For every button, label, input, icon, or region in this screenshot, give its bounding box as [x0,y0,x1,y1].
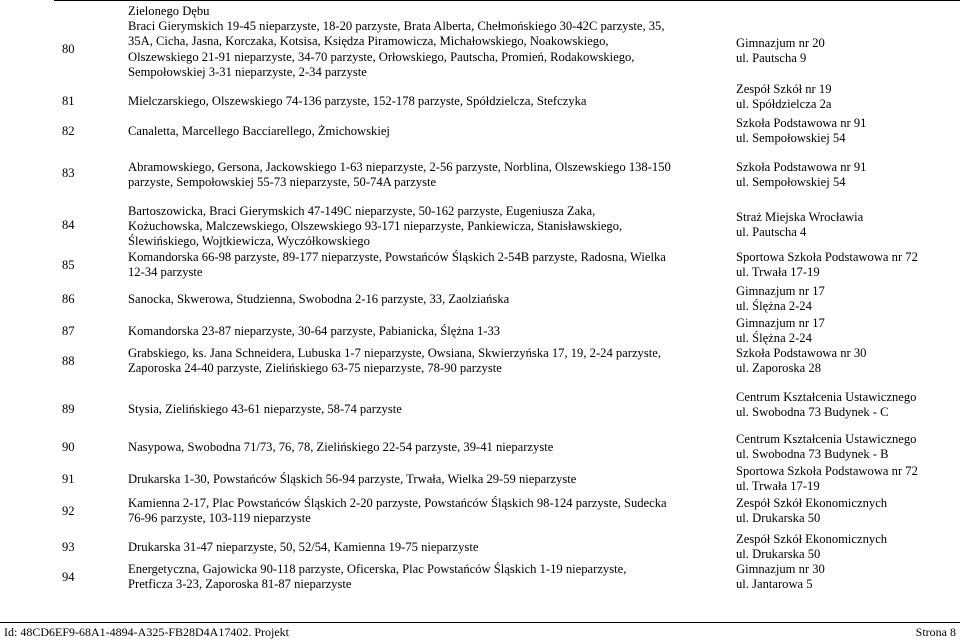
polling-place: Szkoła Podstawowa nr 30 ul. Zaporoska 28 [736,346,867,376]
district-number: 81 [62,94,75,108]
district-number: 86 [62,292,75,306]
street-list: Energetyczna, Gajowicka 90-118 parzyste, Oficerska, Plac Powstańców Śląskich 1-19 nieparzyste, Pretficza 3-23, Zaporoska 81-87 nieparzyste [128,562,627,592]
street-list: Komandorska 66-98 parzyste, 89-177 nieparzyste, Powstańców Śląskich 2-54B parzyste, Radosna, Wielka 12-34 parzyste [128,250,666,280]
polling-place: Zespół Szkół Ekonomicznych ul. Drukarska 50 [736,532,888,562]
polling-place: Straż Miejska Wrocławia ul. Pautscha 4 [736,210,864,240]
street-list: Bartoszowicka, Braci Gierymskich 47-149C nieparzyste, 50-162 parzyste, Eugeniusza Zaka, Kożuchowska, Malczewskiego, Olszewskiego 93-171 nieparzyste, Pankiewicza, Stanisławskiego, Ślewińskiego, Wojtkiewicza, Wyczółkowskiego [128,204,623,249]
street-list: Grabskiego, ks. Jana Schneidera, Lubuska 1-7 nieparzyste, Owsiana, Skwierzyńska 17, 19, 2-24 parzyste, Zaporoska 24-40 parzyste, Zielińskiego 63-75 nieparzyste, 78-90 parzyste [128,346,661,376]
district-number: 89 [62,402,75,416]
footer-rule [0,622,960,623]
district-number: 80 [62,42,75,56]
district-number: 88 [62,354,75,368]
district-number: 82 [62,124,75,138]
polling-place: Centrum Kształcenia Ustawicznego ul. Swobodna 73 Budynek - B [736,432,917,462]
district-number: 92 [62,504,75,518]
street-list: Drukarska 1-30, Powstańców Śląskich 56-94 parzyste, Trwała, Wielka 29-59 nieparzyste [128,472,577,486]
polling-place: Sportowa Szkoła Podstawowa nr 72 ul. Trwała 17-19 [736,464,918,494]
polling-place: Gimnazjum nr 17 ul. Ślężna 2-24 [736,284,825,314]
page-number: Strona 8 [915,625,956,639]
street-list: Drukarska 31-47 nieparzyste, 50, 52/54, Kamienna 19-75 nieparzyste [128,540,479,554]
district-number: 87 [62,324,75,338]
district-number: 83 [62,166,75,180]
street-list: Kamienna 2-17, Plac Powstańców Śląskich 2-20 parzyste, Powstańców Śląskich 98-124 parzyste, Sudecka 76-96 parzyste, 103-119 nieparzyste [128,496,667,526]
polling-place: Gimnazjum nr 17 ul. Ślężna 2-24 [736,316,825,346]
street-list: Mielczarskiego, Olszewskiego 74-136 parzyste, 152-178 parzyste, Spółdzielcza, Stefczyka [128,94,587,108]
top-rule [54,0,960,1]
polling-place: Gimnazjum nr 30 ul. Jantarowa 5 [736,562,825,592]
district-number: 93 [62,540,75,554]
district-number: 90 [62,440,75,454]
street-list: Abramowskiego, Gersona, Jackowskiego 1-63 nieparzyste, 2-56 parzyste, Norblina, Olszewskiego 138-150 parzyste, Sempołowskiej 55-73 nieparzyste, 50-74A parzyste [128,160,671,190]
polling-place: Szkoła Podstawowa nr 91 ul. Sempołowskiej 54 [736,160,867,190]
page-footer [0,620,960,640]
street-list: Zielonego Dębu Braci Gierymskich 19-45 nieparzyste, 18-20 parzyste, Brata Alberta, Chełmońskiego 30-42C parzyste, 35, 35A, Cicha, Jasna, Korczaka, Kotsisa, Księdza Piramowicza, Michałowskiego, Noakowskiego, Olszewskiego 21-91 nieparzyste, 34-70 parzyste, Orłowskiego, Pautscha, Promień, Rodakowskiego, Sempołowskiej 3-31 nieparzyste, 2-34 parzyste [128,4,665,79]
polling-place: Centrum Kształcenia Ustawicznego ul. Swobodna 73 Budynek - C [736,390,917,420]
district-number: 94 [62,570,75,584]
district-number: 91 [62,472,75,486]
street-list: Komandorska 23-87 nieparzyste, 30-64 parzyste, Pabianicka, Ślężna 1-33 [128,324,501,338]
street-list: Stysia, Zielińskiego 43-61 nieparzyste, 58-74 parzyste [128,402,402,416]
polling-place: Sportowa Szkoła Podstawowa nr 72 ul. Trwała 17-19 [736,250,918,280]
polling-place: Zespół Szkół Ekonomicznych ul. Drukarska 50 [736,496,888,526]
document-id: Id: 48CD6EF9-68A1-4894-A325-FB28D4A17402. Projekt [4,625,289,639]
district-number: 84 [62,218,75,232]
street-list: Nasypowa, Swobodna 71/73, 76, 78, Zielińskiego 22-54 parzyste, 39-41 nieparzyste [128,440,554,454]
street-list: Sanocka, Skwerowa, Studzienna, Swobodna 2-16 parzyste, 33, Zaolziańska [128,292,510,306]
polling-place: Szkoła Podstawowa nr 91 ul. Sempołowskiej 54 [736,116,867,146]
street-list: Canaletta, Marcellego Bacciarellego, Żmichowskiej [128,124,390,138]
polling-place: Zespół Szkół nr 19 ul. Spółdzielcza 2a [736,82,832,112]
district-number: 85 [62,258,75,272]
polling-place: Gimnazjum nr 20 ul. Pautscha 9 [736,36,825,66]
